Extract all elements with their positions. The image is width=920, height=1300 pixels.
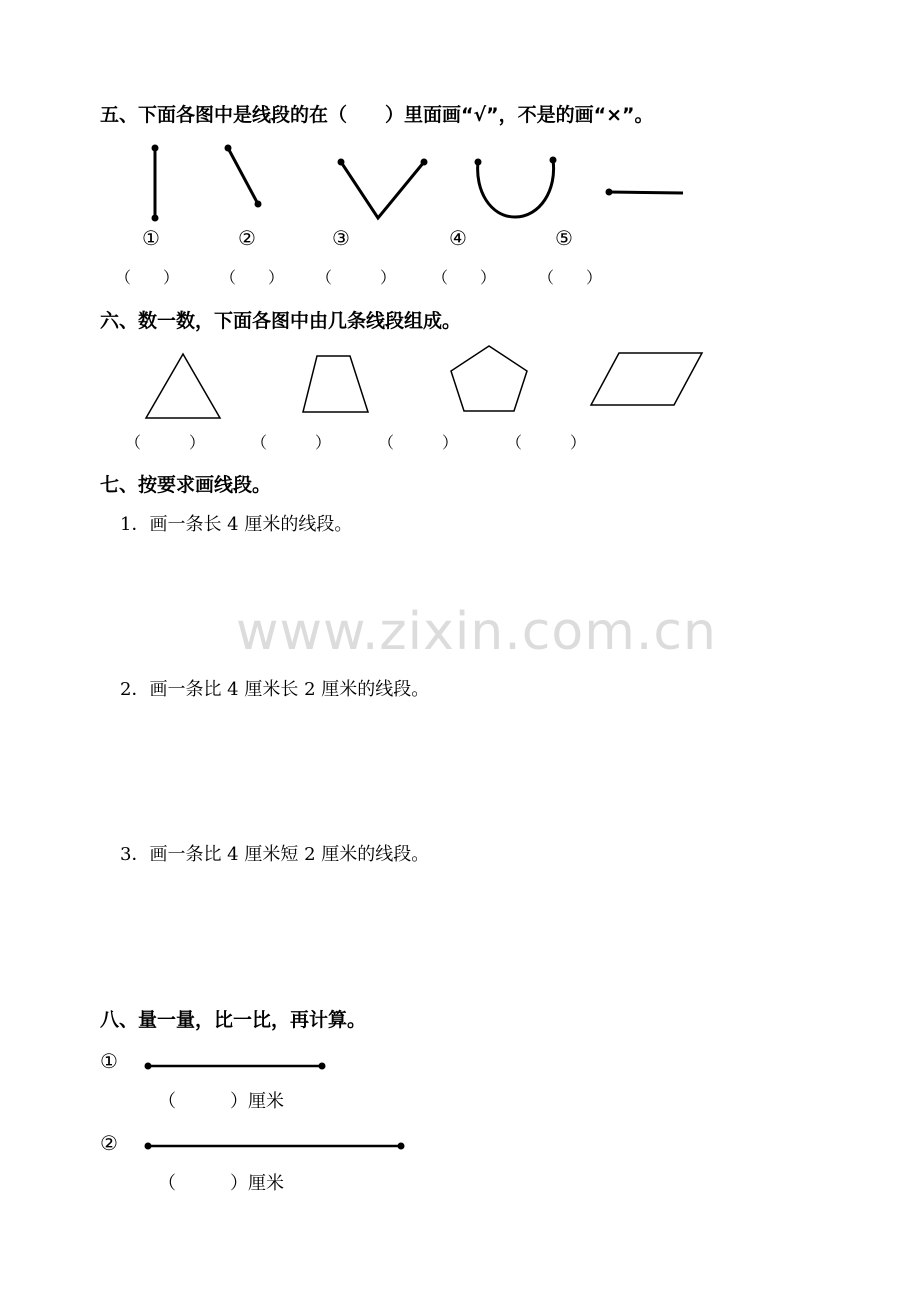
task-7-1: 1．画一条长 4 厘米的线段。 [120,514,353,535]
section8-title: 八、量一量，比一比，再计算。 [100,1009,367,1031]
measure-label-1: ① [100,1049,118,1073]
measure-segment-1 [140,1058,335,1074]
figure-slanted-segment [215,140,275,220]
label-2: ② [238,226,256,250]
answer-blank-6-3[interactable]: （ ） [378,433,459,452]
answer-blank-5-5[interactable]: （ ） [538,268,603,287]
figure-curve-u [465,150,565,225]
section6-title: 六、数一数，下面各图中由几条线段组成。 [100,310,462,332]
measure-answer-1[interactable]: （ ）厘米 [158,1091,284,1112]
measure-answer-2[interactable]: （ ）厘米 [158,1173,284,1194]
answer-blank-6-4[interactable]: （ ） [506,433,587,452]
measure-segment-2 [140,1138,412,1154]
figure-trapezoid [298,350,378,418]
answer-blank-6-2[interactable]: （ ） [251,433,332,452]
task-7-2: 2．画一条比 4 厘米长 2 厘米的线段。 [120,679,430,700]
label-1: ① [142,226,160,250]
answer-blank-5-2[interactable]: （ ） [220,268,285,287]
figure-vertical-segment [140,140,170,230]
label-5: ⑤ [555,226,573,250]
figure-pentagon [445,340,535,420]
figure-triangle [140,348,230,426]
answer-blank-5-3[interactable]: （ ） [316,268,397,287]
answer-blank-6-1[interactable]: （ ） [125,433,206,452]
label-4: ④ [449,226,467,250]
label-3: ③ [332,226,350,250]
watermark: www.zixin.com.cn [236,602,717,662]
task-7-3: 3．画一条比 4 厘米短 2 厘米的线段。 [120,844,430,865]
measure-label-2: ② [100,1131,118,1155]
answer-blank-5-4[interactable]: （ ） [432,268,497,287]
figure-parallelogram [585,348,710,410]
figure-angle-v [330,150,435,225]
section7-title: 七、按要求画线段。 [100,474,272,496]
figure-ray [600,180,690,205]
section5-title: 五、下面各图中是线段的在（ ）里面画“√”，不是的画“×”。 [100,104,654,126]
answer-blank-5-1[interactable]: （ ） [115,268,180,287]
